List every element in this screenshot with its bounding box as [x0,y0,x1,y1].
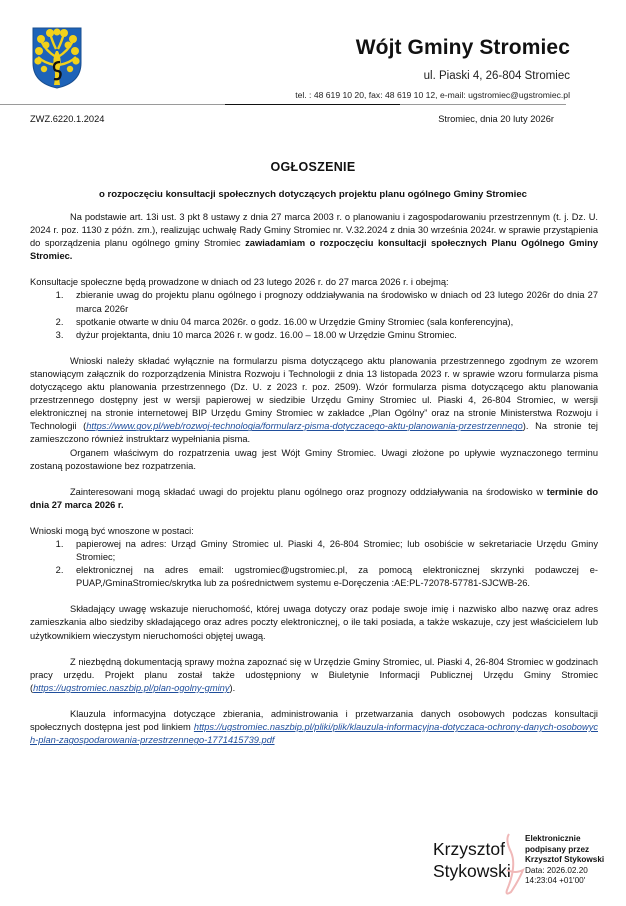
signer-name [433,838,511,882]
consultation-lead: Konsultacje społeczne będą prowadzone w dniach od 23 lutego 2026 r. do 27 marca 2026 r. i obejmą: [30,277,449,288]
pdf-signature-icon [503,830,525,900]
document-title: OGŁOSZENIE [270,160,356,174]
coat-of-arms-icon [32,27,82,89]
privacy-paragraph: Klauzula informacyjna dotyczące zbierania, administrowania i przetwarzania danych osobowych podczas konsultacji społecznych dostępna jest pod linkiem https://ugstromiec.naszbip.pl/pliki/plik/klauzula-informacyjna-dotyczaca-ochrony-danych-osobowych-plan-zagospodarowania-przestrzennego-1771415739.pdf [30,708,598,746]
document-body [30,211,598,747]
signer-last-name: Stykowski [433,861,511,881]
form-paragraph: Wnioski należy składać wyłącznie na formularzu pisma dotyczącego aktu planowania przestrzennego zgodnym ze wzorem stanowiącym załącznik do rozporządzenia Ministra Rozwoju i Technologii z dnia 13 listopada 2023 r. w sprawie wzoru formularza pisma dotyczącego aktu planowania przestrzennego (Dz. U. z 2023 r. poz. 2509). Wzór formularza pisma dotyczącego aktu planowania przestrzennego dostępny jest w wersji papierowej w siedzibie Urzędu Gminy Stromiec ul. Piaski 4, 26-804 Stromiec, w wersji elektronicznej na stronie internetowej BIP Urzędu Gminy Stromiec w zakładce „Plan Ogólny” oraz na stronie Ministerstwa Rozwoju i Technologii (https://www.gov.pl/web/rozwoj-technologia/formularz-pisma-dotyczacego-aktu-planowania-przestrzennego). Na stronie tej zamieszczono również instruktarz wypełniania pisma. [30,355,598,445]
list-item: 3. dyżur projektanta, dniu 10 marca 2026 r. w godz. 16.00 – 18.00 w Urzędzie Gminu Stromiec. [66,329,598,342]
consultation-list [30,289,598,341]
intro-paragraph: Na podstawie art. 13i ust. 3 pkt 8 ustawy z dnia 27 marca 2003 r. o planowaniu i zagospodarowaniu przestrzennym (t. j. Dz. U. 2024 r. poz. 1130 z późn. zm.), realizując uchwałę Rady Gminy Stromiec nr. V.32.2024 z dnia 30 września 2024r. w sprawie przystąpienia do sporządzenia planu ogólnego gminy Stromiec zawiadamiam o rozpoczęciu konsultacji społecznych Planu Ogólnego Gminy Stromiec. [30,212,598,262]
list-item: 1. papierowej na adres: Urząd Gminy Stromiec ul. Piaski 4, 26-804 Stromiec; lub osobiście w sekretariacie Urzędu Gminy Stromiec; [66,538,598,564]
header-divider [0,104,225,105]
authority-paragraph: Organem właściwym do rozpatrzenia uwag jest Wójt Gminy Stromiec. Uwagi złożone po upływie wyznaczonego terminu zostaną pozostawione bez rozpatrzenia. [30,447,598,471]
signature-details: Elektronicznie podpisany przez Krzysztof Stykowski Data: 2026.02.20 14:23:04 +01'00' [525,834,605,885]
privacy-clause-link[interactable]: https://ugstromiec.naszbip.pl/pliki/plik/klauzula-informacyjna-dotyczaca-ochrony-danych-osobowych-plan-zagospodarowania-przestrzennego-1771415739.pdf [30,722,598,746]
document-date: Stromiec, dnia 20 luty 2026r [438,114,554,124]
list-item: 1. zbieranie uwag do projektu planu ogólnego i prognozy oddziaływania na środowisko w dniach od 23 lutego 2026r do dnia 27 marca 2026r [66,289,598,315]
submission-lead: Wnioski mogą być wnoszone w postaci: [30,525,194,536]
submission-list [30,538,598,590]
document-subtitle: o rozpoczęciu konsultacji społecznych dotyczących projektu planu ogólnego Gminy Stromiec [98,189,528,200]
ministry-form-link[interactable]: https://www.gov.pl/web/rozwoj-technologia/formularz-pisma-dotyczacego-aktu-planowania-przestrzennego [86,421,523,432]
property-paragraph: Składający uwagę wskazuje nieruchomość, której uwaga dotyczy oraz podaje swoje imię i nazwisko albo nazwę oraz adres zamieszkania albo siedziby składającego oraz adres poczty elektronicznej, o ile taki posiada, a także wskazuje, czy jest właścicielem lub użytkownikiem wieczystym nieruchomości objętej uwagą. [30,604,598,641]
office-title: Wójt Gminy Stromiec [355,36,570,59]
list-item: 2. elektronicznej na adres email: ugstromiec@ugstromiec.pl, za pomocą elektronicznej skrzynki podawczej e-PUAP,/GminaStromiec/skrytka lub za pośrednictwem systemu e-Doręczenia :AE:PL-72078-57781-SJCWB-26. [66,564,598,590]
header-divider [225,104,400,105]
deadline-paragraph: Zainteresowani mogą składać uwagi do projektu planu ogólnego oraz prognozy oddziaływania na środowisko w terminie do dnia 27 marca 2026 r. [30,486,598,510]
intro-bold: zawiadamiam o rozpoczęciu konsultacji społecznych Planu Ogólnego Gminy Stromiec. [30,238,598,262]
office-contact: tel. : 48 619 10 20, fax: 48 619 10 12, e-mail: ugstromiec@ugstromiec.pl [295,90,570,100]
bip-plan-link[interactable]: https://ugstromiec.naszbip.pl/plan-ogolny-gminy [33,682,230,693]
office-address: ul. Piaski 4, 26-804 Stromiec [423,70,570,82]
list-item: 2. spotkanie otwarte w dniu 04 marca 2026r. o godz. 16.00 w Urzędzie Gminy Stromiec (sala konferencyjna), [66,316,598,329]
signer-first-name: Krzysztof [433,839,505,859]
documentation-paragraph: Z niezbędną dokumentacją sprawy można zapoznać się w Urzędzie Gminy Stromiec, ul. Piaski 4, 26-804 Stromiec w godzinach pracy urzędu. Projekt planu został także udostępniony w Biuletynie Informacji Publicznej Urzędu Gminy Stromiec (https://ugstromiec.naszbip.pl/plan-ogolny-gminy). [30,656,598,693]
header-divider [400,104,566,105]
reference-number: ZWZ.6220.1.2024 [30,114,105,124]
